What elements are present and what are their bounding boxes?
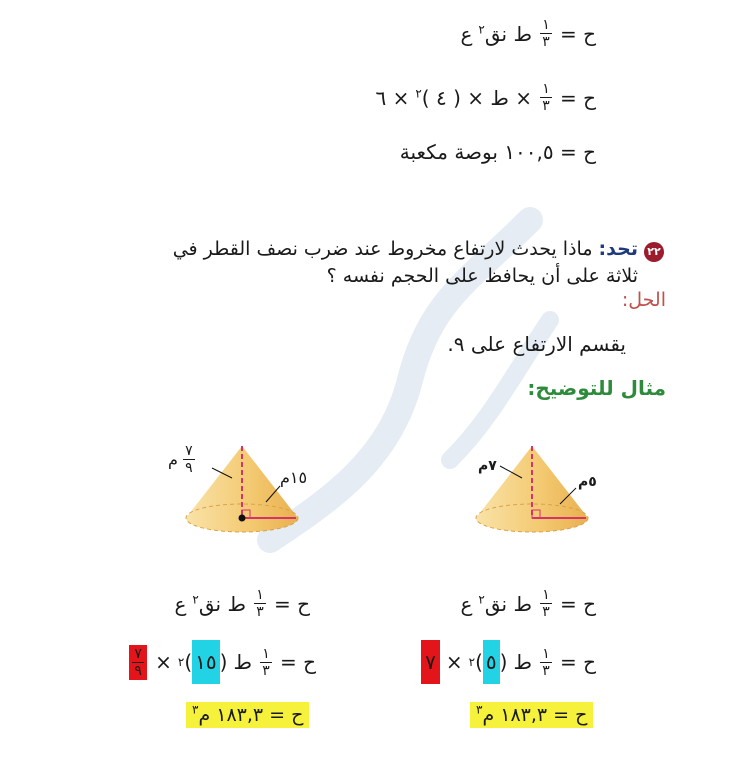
question-line-1: ماذا يحدث لارتفاع مخروط عند ضرب نصف القطر في bbox=[172, 238, 593, 260]
top-equation-1: ح = $\frac{١}{٣}$ ط نق$^٢$ ع bbox=[460, 17, 596, 50]
right-solution-eq1: ح = $\frac{١}{٣}$ ط نق$^٢$ ع bbox=[460, 587, 596, 620]
solution-answer: يقسم الارتفاع على ٩. bbox=[447, 332, 626, 356]
right-radius-highlight: ٥ bbox=[483, 640, 500, 684]
right-solution-result: ح = ١٨٣,٣ م$^٣$ bbox=[470, 703, 593, 726]
top-equation-2: ح = $\frac{١}{٣}$ × ط × ( ٤ )$^٢$ × ٦ bbox=[375, 81, 596, 114]
question-number-badge: ٢٢ bbox=[644, 242, 664, 262]
cone-left-radius-label: ١٥م bbox=[280, 468, 308, 487]
question-block bbox=[104, 236, 664, 290]
right-height-highlight: ٧ bbox=[421, 640, 440, 684]
cone-left-height-label: $\frac{٧}{٩}$ م bbox=[168, 444, 197, 475]
question-line-2: ثلاثة على أن يحافظ على الحجم نفسه ؟ bbox=[326, 265, 638, 287]
left-solution-eq2: ح = $\frac{١}{٣}$ ط ( ١٥ ) ٢ × $\frac{٧}{٩}$ bbox=[127, 640, 316, 684]
question-title: تحد: bbox=[598, 238, 638, 260]
right-solution-eq2: ح = $\frac{١}{٣}$ ط ( ٥ ) ٢ × ٧ bbox=[421, 640, 596, 684]
center-dot bbox=[239, 515, 246, 522]
cone-right-height-label: ٧م bbox=[478, 458, 497, 474]
left-solution-eq1: ح = $\frac{١}{٣}$ ط نق$^٢$ ع bbox=[174, 587, 310, 620]
left-solution-result: ح = ١٨٣,٣ م$^٣$ bbox=[186, 703, 309, 726]
fraction: $\frac{١}{٣}$ bbox=[540, 82, 552, 113]
example-title: مثال للتوضيح: bbox=[527, 376, 666, 400]
left-height-highlight: $\frac{٧}{٩}$ bbox=[129, 645, 147, 680]
solution-label: الحل: bbox=[621, 289, 666, 311]
cone-right-radius-label: ٥م bbox=[578, 474, 597, 490]
top-equation-3: ح = ١٠٠,٥ بوصة مكعبة bbox=[399, 140, 596, 164]
left-radius-highlight: ١٥ bbox=[192, 640, 219, 684]
fraction: $\frac{١}{٣}$ bbox=[540, 18, 552, 49]
